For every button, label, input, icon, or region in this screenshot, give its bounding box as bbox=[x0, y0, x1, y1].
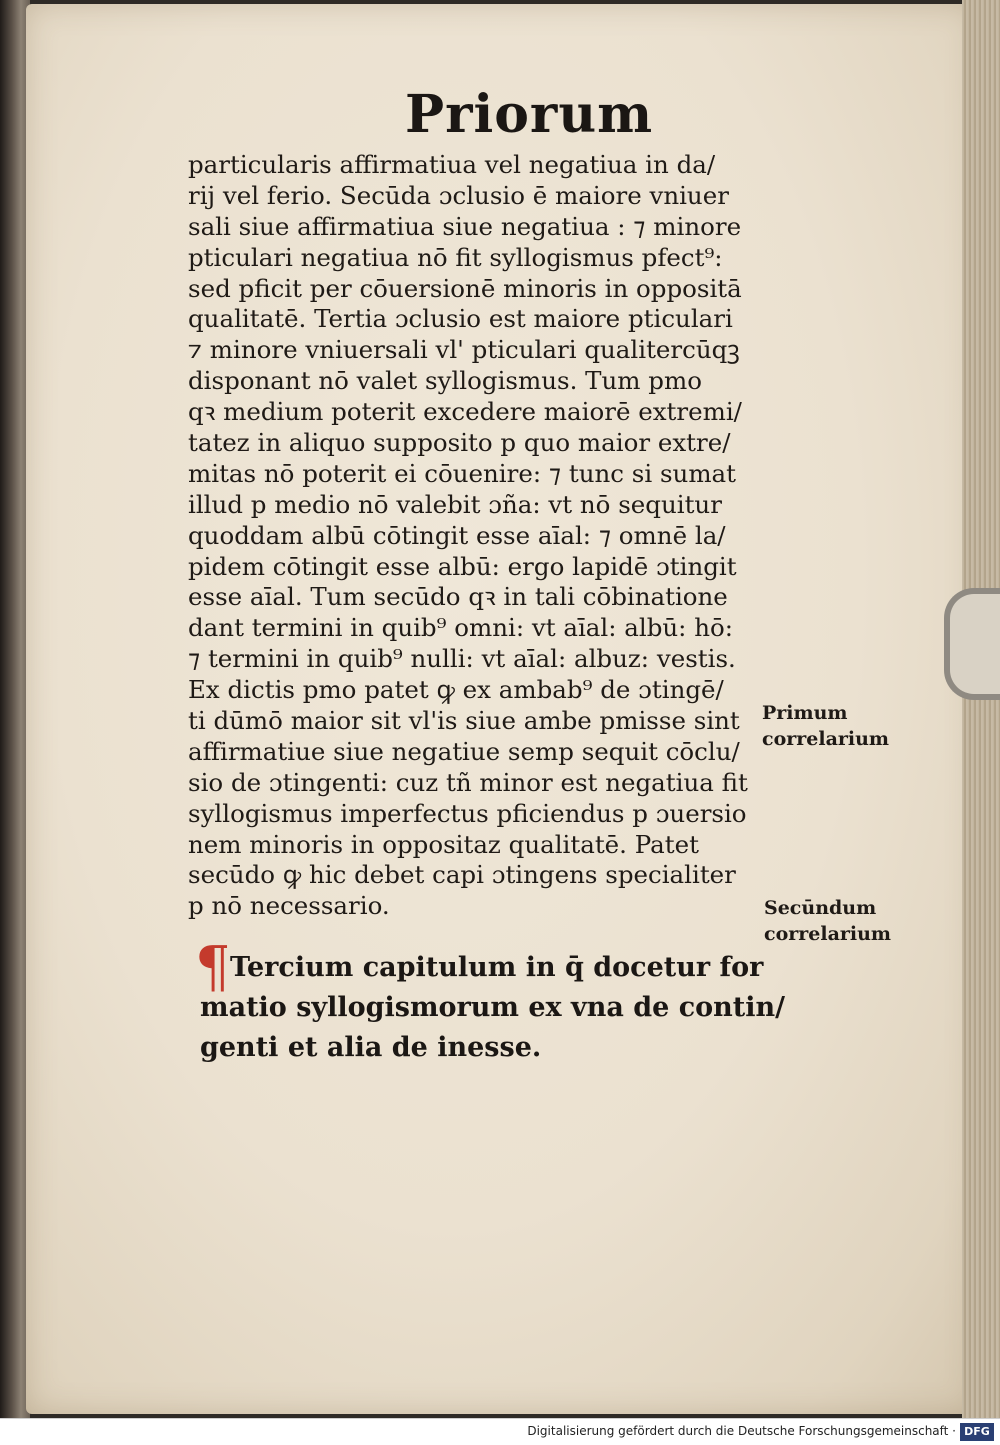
text-line: pticulari negatiua nō fit syllogismus pfect⁹: bbox=[188, 242, 723, 272]
clasp bbox=[944, 588, 1000, 700]
text-line: ti dūmō maior sit vl'is siue ambe pmisse sint bbox=[188, 706, 740, 736]
text-line: Ex dictis pmo patet ꝙ ex ambab⁹ de ɔtingē/ bbox=[188, 675, 724, 705]
text-line: sali siue affirmatiua siue negatiua : ⁊ minore bbox=[188, 211, 742, 241]
margin-note-secundum bbox=[764, 895, 891, 947]
footer-credit: Digitalisierung gefördert durch die Deutsche Forschungsgemeinschaft · bbox=[527, 1424, 956, 1438]
margin-note-line: correlarium bbox=[762, 728, 890, 750]
text-line: sio de ɔtingenti: cuz tñ minor est negatiua fit bbox=[188, 767, 748, 797]
text-line: rij vel ferio. Secūda ɔclusio ē maiore vniuer bbox=[188, 180, 729, 210]
text-line: ⁊ minore vniuersali vl' pticulari qualitercūqꝫ bbox=[188, 335, 740, 365]
margin-note-line: correlarium bbox=[764, 923, 892, 945]
text-line: esse aīal. Tum secūdo qꝛ in tali cōbinatione bbox=[188, 582, 728, 612]
text-line: syllogismus imperfectus pficiendus p ɔuersio bbox=[188, 798, 747, 828]
running-header: Priorum bbox=[405, 84, 654, 145]
text-line: p nō necessario. bbox=[188, 891, 390, 921]
chapter-line: genti et alia de inesse. bbox=[200, 1032, 542, 1063]
margin-note-line: Primum bbox=[762, 702, 848, 724]
dfg-logo: DFG bbox=[960, 1423, 994, 1441]
text-line: ⁊ termini in quib⁹ nulli: vt aīal: albuz: vestis. bbox=[188, 644, 736, 674]
text-line: mitas nō poterit ei cōuenire: ⁊ tunc si sumat bbox=[188, 458, 737, 488]
text-line: particularis affirmatiua vel negatiua in da/ bbox=[188, 150, 716, 179]
margin-note-primum bbox=[762, 700, 889, 752]
chapter-line: matio syllogismorum ex vna de contin/ bbox=[200, 992, 785, 1023]
chapter-heading bbox=[200, 948, 785, 1068]
text-line: disponant nō valet syllogismus. Tum pmo bbox=[188, 366, 702, 396]
text-line: illud p medio nō valebit ɔña: vt nō sequitur bbox=[188, 489, 722, 519]
text-line: pidem cōtingit esse albū: ergo lapidē ɔtingit bbox=[188, 551, 737, 581]
rubric-pilcrow-icon: ¶ bbox=[195, 935, 231, 1000]
text-line: dant termini in quib⁹ omni: vt aīal: albū: hō: bbox=[188, 613, 733, 643]
text-line: tatez in aliquo supposito p quo maior extre/ bbox=[188, 428, 731, 458]
margin-note-line: Secūndum bbox=[764, 897, 877, 919]
chapter-line: Tercium capitulum in q̄ docetur for bbox=[230, 952, 764, 983]
main-text-block bbox=[188, 150, 768, 922]
text-line: affirmatiue siue negatiue semp sequit cōclu/ bbox=[188, 736, 740, 766]
text-line: qꝛ medium poterit excedere maiorē extremi/ bbox=[188, 397, 742, 427]
text-line: sed pficit per cōuersionē minoris in oppositā bbox=[188, 273, 742, 303]
text-line: nem minoris in oppositaz qualitatē. Patet bbox=[188, 829, 699, 859]
text-line: qualitatē. Tertia ɔclusio est maiore pticulari bbox=[188, 304, 733, 334]
text-line: secūdo ꝙ hic debet capi ɔtingens specialiter bbox=[188, 860, 736, 890]
footer-bar bbox=[0, 1418, 1000, 1445]
page-edges bbox=[962, 0, 1000, 1418]
text-line: quoddam albū cōtingit esse aīal: ⁊ omnē la/ bbox=[188, 520, 726, 550]
